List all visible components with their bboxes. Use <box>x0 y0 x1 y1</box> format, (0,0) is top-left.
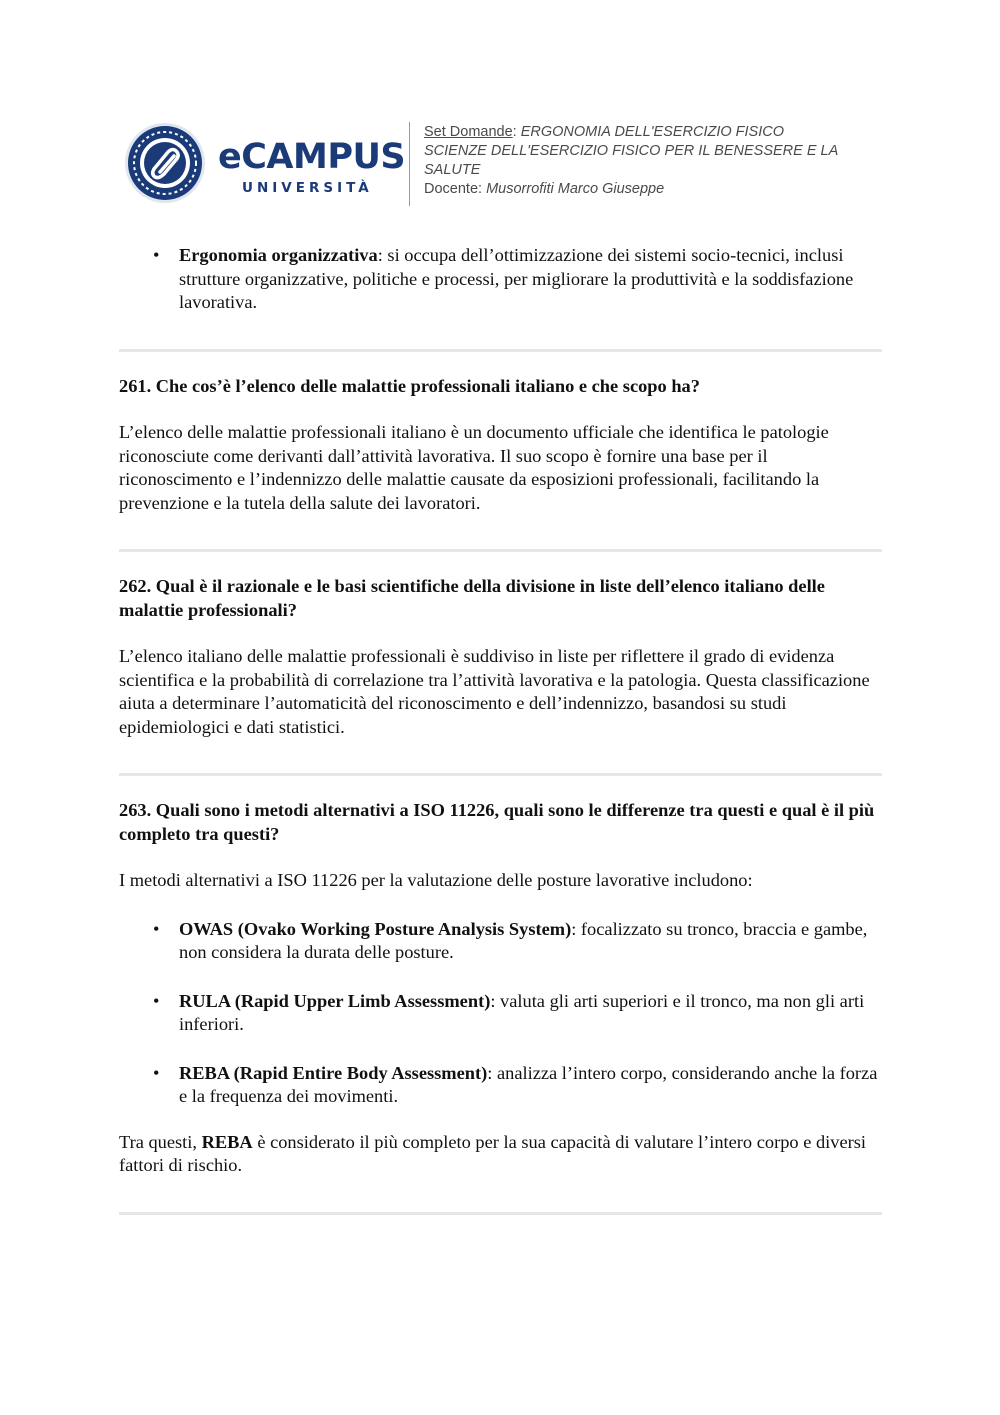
bullet-term: RULA (Rapid Upper Limb Assessment) <box>179 990 491 1011</box>
section-divider <box>119 1212 882 1215</box>
list-item <box>119 1062 882 1109</box>
bullet-text: : analizza l’intero corpo, considerando anche la forza e la frequenza dei movimenti. <box>179 1062 878 1106</box>
question-263: 263. Quali sono i metodi alternativi a ISO 11226, quali sono le differenze tra questi e qual è il più completo tra questi? <box>119 800 875 844</box>
ecampus-seal-icon <box>124 122 206 204</box>
list-item <box>119 244 882 315</box>
page-header <box>124 120 884 212</box>
bullet-text: : valuta gli arti superiori e il tronco, ma non gli arti inferiori. <box>179 990 865 1034</box>
bullet-term: Ergonomia organizzativa <box>179 245 378 265</box>
set-line: Set Domande: ERGONOMIA DELL'ESERCIZIO FISICO <box>424 124 785 140</box>
question-261: 261. Che cos’è l’elenco delle malattie professionali italiano e che scopo ha? <box>119 375 700 396</box>
section-divider <box>119 349 882 352</box>
conclusion-term: REBA <box>201 1131 253 1152</box>
bullet-text: : focalizzato su tronco, braccia e gambe, non considera la durata delle posture. <box>179 918 868 962</box>
set-label: Set Domande <box>424 124 513 140</box>
list-item <box>119 990 882 1037</box>
intro-bullet-list <box>119 244 882 315</box>
logo-wordmark: eCAMPUS <box>218 137 406 177</box>
docente-value: Musorrofiti Marco Giuseppe <box>486 181 665 197</box>
document-body <box>119 244 882 1215</box>
answer-261: L’elenco delle malattie professionali italiano è un documento ufficiale che identifica le patologie riconosciute come derivanti dall’attività lavorativa. Il suo scopo è fornire una base per il riconoscimento e l’indennizzo delle malattie causate da esposizioni professionali, facilitando la prevenzione e la tutela della salute dei lavoratori. <box>119 422 829 513</box>
answer-262: L’elenco italiano delle malattie professionali è suddiviso in liste per riflettere il grado di evidenza scientifica e la probabilità di correlazione tra l’attività lavorativa e la patologia. Questa classificazione aiuta a determinare l’automaticità del riconoscimento e dell’indennizzo, basandosi su studi epidemiologici e dati statistici. <box>119 646 870 737</box>
logo-subtitle: UNIVERSITÀ <box>242 180 373 196</box>
conclusion-post: è considerato il più completo per la sua capacità di valutare l’intero corpo e diversi fattori di rischio. <box>119 1131 867 1175</box>
answer-263-conclusion <box>119 1131 882 1178</box>
section-divider <box>119 773 882 776</box>
bullet-term: OWAS (Ovako Working Posture Analysis System) <box>179 918 572 939</box>
docente-line: Docente: Musorrofiti Marco Giuseppe <box>424 181 665 197</box>
bullet-term: REBA (Rapid Entire Body Assessment) <box>179 1062 488 1083</box>
bullet-text: : si occupa dell’ottimizzazione dei sistemi socio-tecnici, inclusi strutture organizzative, politiche e processi, per migliorare la produttività e la soddisfazione lavorativa. <box>179 245 854 312</box>
question-262: 262. Qual è il razionale e le basi scientifiche della divisione in liste dell’elenco italiano delle malattie professionali? <box>119 576 825 620</box>
list-item <box>119 918 882 965</box>
header-info <box>424 123 884 199</box>
methods-bullet-list <box>119 918 882 1109</box>
header-divider <box>409 122 410 206</box>
answer-263-intro: I metodi alternativi a ISO 11226 per la valutazione delle posture lavorative includono: <box>119 870 753 890</box>
docente-label: Docente <box>424 181 479 197</box>
set-value: ERGONOMIA DELL'ESERCIZIO FISICO <box>520 124 785 140</box>
section-divider <box>119 549 882 552</box>
course-name: SCIENZE DELL'ESERCIZIO FISICO PER IL BENESSERE E LA SALUTE <box>424 143 838 178</box>
conclusion-pre: Tra questi, <box>119 1131 202 1152</box>
